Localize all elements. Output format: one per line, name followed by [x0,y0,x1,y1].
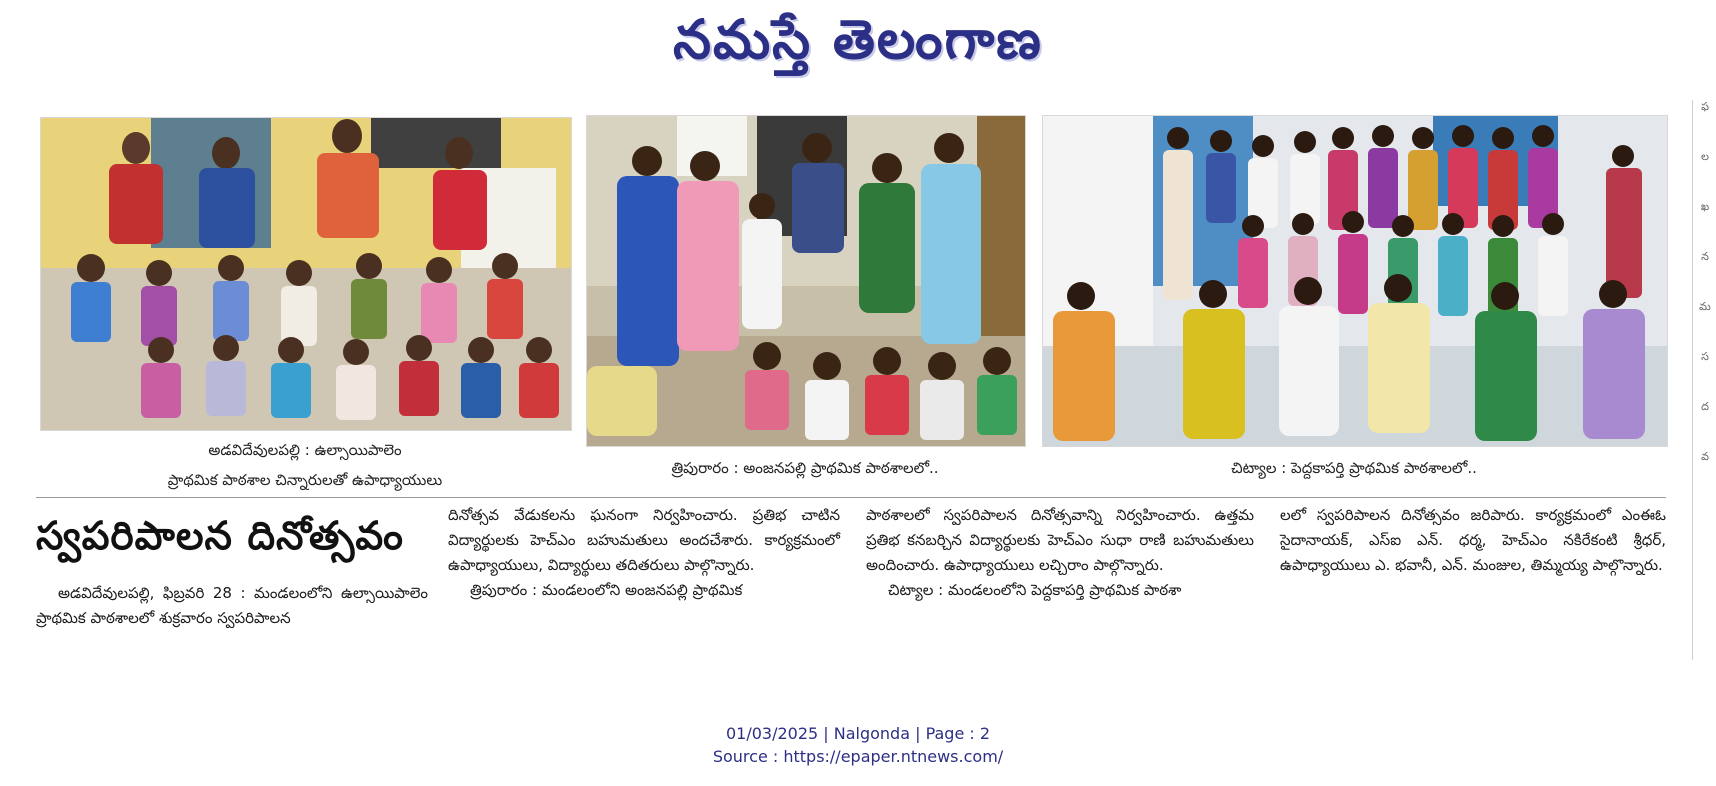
article-col3-para2: చిట్యాల : మండలంలోని పెద్దకాపర్తి ప్రాథమిక పాఠశా [888,581,1182,599]
photo2-caption: త్రిపురారం : అంజనపల్లి ప్రాథమిక పాఠశాలలో.. [671,459,939,477]
caption-divider [36,497,1666,498]
school-group-photo-2 [586,115,1026,447]
school-group-photo-1 [40,117,572,431]
article-col2-para2: త్రిపురారం : మండలంలోని అంజనపల్లి ప్రాథమిక [470,581,743,599]
masthead-title: నమస్తే తెలంగాణ [673,8,1043,71]
article-headline: స్వపరిపాలన దినోత్సవం [36,514,404,559]
article-column-3 [866,503,1254,603]
photo3-caption: చిట్యాల : పెద్దకాపర్తి ప్రాథమిక పాఠశాలలో.. [1231,459,1477,477]
article-col1-text: అడవిదేవులపల్లి, ఫిబ్రవరి 28 : మండలంలోని ఉల్సాయిపాలెం ప్రాథమిక పాఠశాలలో శుక్రవారం స్వపరిపాలన [36,584,428,627]
article-col2-para1: దినోత్సవ వేడుకలను ఘనంగా నిర్వహించారు. ప్రతిభ చాటిన విద్యార్థులకు హెచ్ఎం బహుమతులు అందచేశారు. కార్యక్రమంలో ఉపాధ్యాయులు, విద్యార్థులు తదితరులు పాల్గొన్నారు. [448,506,840,574]
footer-source-link[interactable]: Source : https://epaper.ntnews.com/ [712,747,1004,766]
footer-meta: 01/03/2025 | Nalgonda | Page : 2 [725,724,991,743]
article-column-4 [1280,503,1666,578]
article-col4-text: లలో స్వపరిపాలన దినోత్సవం జరిపారు. కార్యక్రమంలో ఎంఈఓ సైదానాయక్, ఎస్ఐ ఎన్. ధర్మ, హెచ్ఎం నకిరేకంటి శ్రీధర్, ఉపాధ్యాయులు ఎ. భవానీ, ఎన్. మంజుల, తిమ్మయ్య పాల్గొన్నారు. [1280,506,1666,574]
article-col3-para1: పాఠశాలలో స్వపరిపాలన దినోత్సవాన్ని నిర్వహించారు. ఉత్తమ ప్రతిభ కనబర్చిన విద్యార్థులకు హెచ్ఎం సుధా రాణి బహుమతులు అందించారు. ఉపాధ్యాయులు లచ్చిరాం పాల్గొన్నారు. [866,506,1254,574]
article-column-1 [36,581,428,631]
adjacent-page-edge: ఫ ల ఖ న మ స ద వ [1692,100,1716,660]
photo1-caption-line2: ప్రాథమిక పాఠశాల చిన్నారులతో ఉపాధ్యాయులు [167,471,443,489]
school-group-photo-3 [1042,115,1668,447]
photo1-caption-line1: అడవిదేవులపల్లి : ఉల్సాయిపాలెం [208,441,402,459]
article-column-2 [448,503,840,603]
